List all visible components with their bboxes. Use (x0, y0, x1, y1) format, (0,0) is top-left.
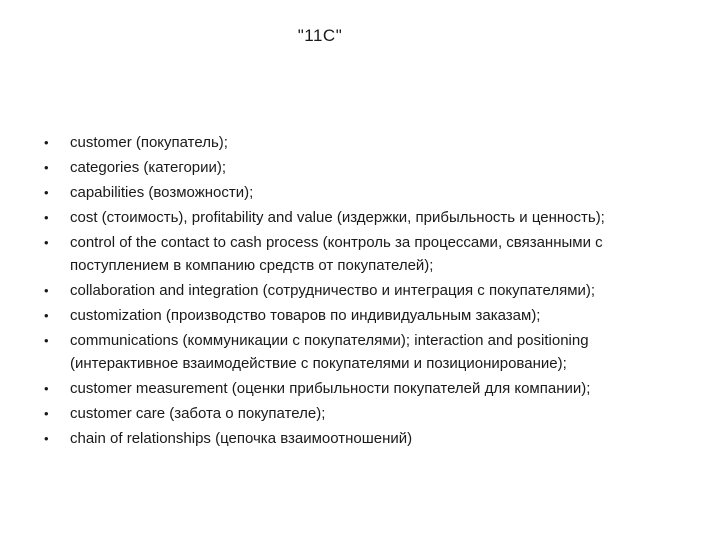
list-item-text: customer (покупатель); (70, 134, 228, 151)
list-item-text: capabilities (возможности); (70, 184, 254, 201)
bullet-icon: • (44, 381, 49, 396)
list-item-text: communications (коммуникации с покупателями); interaction and positioning (интерактивное взаимодействие с покупателями и позиционирование); (70, 332, 589, 372)
list-item-text: cost (стоимость), profitability and value (издержки, прибыльность и ценность); (70, 209, 605, 226)
list-item (44, 181, 684, 204)
slide-title: "11C" (297, 26, 343, 45)
list-item (44, 131, 684, 154)
list-item-text: chain of relationships (цепочка взаимоотношений) (70, 430, 413, 447)
bullet-icon: • (44, 333, 49, 348)
bullet-icon: • (44, 308, 49, 323)
list-item-text: customer measurement (оценки прибыльности покупателей для компании); (70, 380, 591, 397)
list-item (44, 377, 684, 400)
list-item (44, 279, 684, 302)
list-item-text: customer care (забота о покупателе); (70, 405, 326, 422)
list-item-text: collaboration and integration (сотрудничество и интеграция с покупателями); (70, 282, 596, 299)
bullet-icon: • (44, 431, 49, 446)
bullet-icon: • (44, 283, 49, 298)
list-item (44, 206, 684, 229)
bullet-icon: • (44, 135, 49, 150)
list-item-text: categories (категории); (70, 159, 227, 176)
list-item-text: control of the contact to cash process (контроль за процессами, связанными с поступлением в компанию средств от покупателей); (70, 234, 603, 274)
list-item (44, 304, 684, 327)
list-item (44, 427, 684, 450)
bullet-icon: • (44, 235, 49, 250)
list-item (44, 231, 684, 277)
list-item (44, 329, 684, 375)
bullet-icon: • (44, 160, 49, 175)
list-item (44, 402, 684, 425)
list-item-text: customization (производство товаров по индивидуальным заказам); (70, 307, 541, 324)
bullet-icon: • (44, 210, 49, 225)
list-item (44, 156, 684, 179)
bullet-icon: • (44, 185, 49, 200)
bullet-list (44, 131, 684, 452)
bullet-icon: • (44, 406, 49, 421)
